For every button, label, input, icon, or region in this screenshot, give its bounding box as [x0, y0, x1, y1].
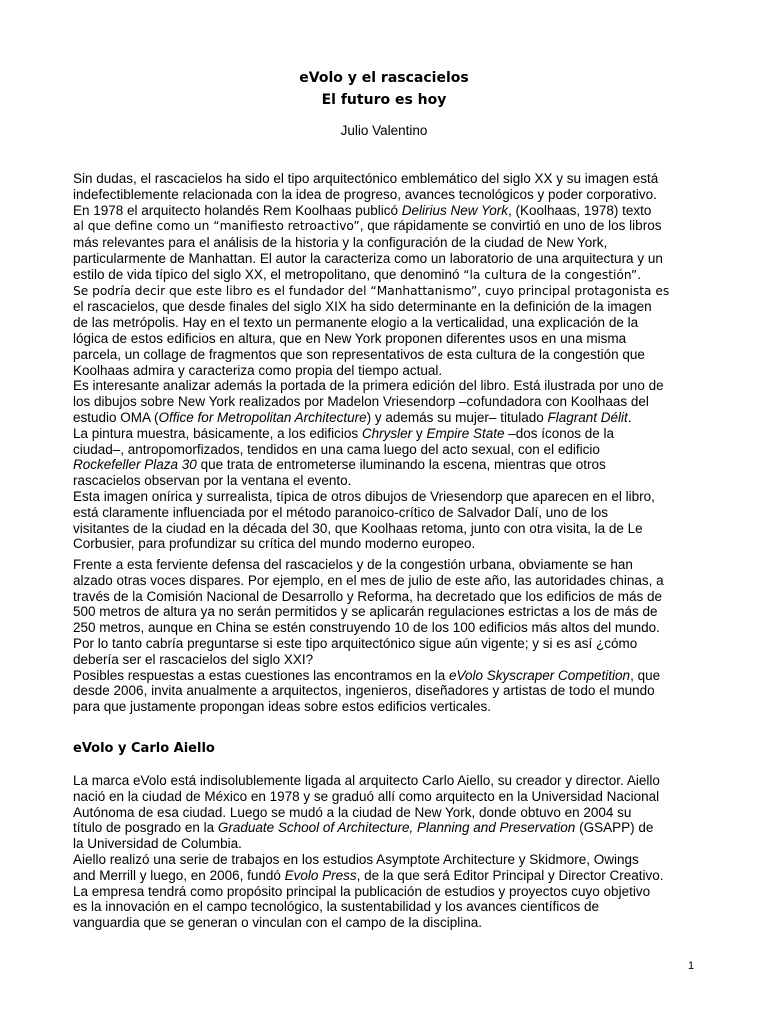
text-line: Frente a esta ferviente defensa del rascacielos y de la congestión urbana, obviamente se han: [73, 557, 633, 572]
building-name: Chrysler: [361, 425, 413, 441]
text-line: parcela, un collage de fragmentos que son representativos de esta cultura de la congestión que: [73, 346, 645, 362]
artwork-title: Flagrant Délit: [547, 409, 628, 425]
text-line: ciudad–, antropomorfizados, tendidos en una cama luego del acto sexual, con el edificio: [73, 441, 600, 457]
document-title: eVolo y el rascacielos: [299, 70, 469, 86]
section-heading: eVolo y Carlo Aiello: [73, 741, 215, 756]
school-name: Graduate School of Architecture, Planning and Preservation: [217, 820, 576, 836]
text-line: Autónoma de esa ciudad. Luego se mudó a la ciudad de New York, donde obtuvo en 2004 su: [73, 804, 632, 820]
company-name: Evolo Press: [284, 867, 357, 883]
author-name: Julio Valentino: [340, 123, 428, 138]
paragraph-intro: [73, 171, 695, 552]
text-line: para que justamente propongan ideas sobre estos edificios verticales.: [73, 699, 491, 715]
text-line: vanguardia que se generan o vinculan con el campo de la disciplina.: [73, 915, 483, 931]
text-line: La pintura muestra, básicamente, a los edificios Chrysler y Empire State –dos íconos de la: [73, 425, 615, 441]
text-line: rascacielos observan por la ventana el evento.: [73, 473, 352, 489]
paragraph-china: [73, 557, 695, 715]
text-line: los dibujos sobre New York realizados por Madelon Vriesendorp –cofundadora con Koolhaas del: [73, 394, 649, 410]
text-line: la Universidad de Columbia.: [73, 836, 242, 852]
text-line: Posibles respuestas a estas cuestiones las encontramos en la eVolo Skyscraper Competition, que: [73, 667, 661, 683]
text-line: más relevantes para el análisis de la historia y la configuración de la ciudad de New York,: [73, 235, 608, 251]
building-name: Rockefeller Plaza 30: [73, 457, 197, 473]
text-line: alzado otras voces dispares. Por ejemplo, en el mes de julio de este año, las autoridades chinas, a: [73, 572, 664, 588]
text-line: Rockefeller Plaza 30 que trata de entrometerse iluminando la escena, mientras que otros: [73, 457, 606, 473]
paragraph-aiello: [73, 773, 695, 931]
text-line: debería ser el rascacielos del siglo XXI?: [73, 651, 314, 667]
page-number: 1: [688, 960, 695, 972]
text-line: está claramente influenciada por el método paranoico-crítico de Salvador Dalí, uno de los: [73, 504, 609, 520]
competition-name: eVolo Skyscraper Competition: [448, 667, 631, 683]
text-line: través de la Comisión Nacional de Desarrollo y Reforma, ha decretado que los edificios de más de: [73, 588, 663, 604]
building-name: Empire State: [426, 425, 505, 441]
text-line: es la innovación en el campo tecnológico, la sustentabilidad y los avances científicos de: [73, 899, 600, 915]
text-line: Por lo tanto cabría preguntarse si este tipo arquitectónico sigue aún vigente; y si es así ¿cómo: [73, 635, 638, 651]
text-line: La empresa tendrá como propósito principal la publicación de estudios y proyectos cuyo objetivo: [73, 883, 651, 899]
text-line: Sin dudas, el rascacielos ha sido el tipo arquitectónico emblemático del siglo XX y su imagen está: [73, 171, 659, 186]
text-line: indefectiblemente relacionada con la idea de progreso, avances tecnológicos y poder corporativo.: [73, 186, 657, 202]
text-line: Es interesante analizar además la portada de la primera edición del libro. Está ilustrada por uno de: [73, 378, 664, 394]
text-line: Corbusier, para profundizar su crítica del mundo moderno europeo.: [73, 536, 476, 552]
document-subtitle: El futuro es hoy: [321, 92, 447, 108]
text-line: Esta imagen onírica y surrealista, típica de otros dibujos de Vriesendorp que aparecen en el libro,: [73, 488, 655, 504]
text-line: En 1978 el arquitecto holandés Rem Koolhaas publicó Delirius New York, (Koolhaas, 1978) texto: [73, 202, 652, 218]
text-line: Aiello realizó una serie de trabajos en los estudios Asymptote Architecture y Skidmore, Owings: [73, 851, 639, 867]
text-line: Se podría decir que este libro es el fundador del “Manhattanismo”, cuyo principal protagonista es: [73, 283, 670, 298]
text-line: al que define como un “manifiesto retroactivo”, que rápidamente se convirtió en uno de los libros: [73, 218, 662, 234]
book-title: Delirius New York: [401, 202, 509, 218]
text-line: and Merrill y luego, en 2006, fundó Evolo Press, de la que será Editor Principal y Director Creativo.: [73, 867, 664, 883]
text-line: visitantes de la ciudad en la década del 30, que Koolhaas retoma, junto con otra visita, la de Le: [73, 520, 643, 536]
text-line: nació en la ciudad de México en 1978 y se graduó allí como arquitecto en la Universidad Nacional: [73, 788, 660, 804]
text-line: estudio OMA (Office for Metropolitan Architecture) y además su mujer– titulado Flagrant Délit.: [73, 409, 632, 425]
text-line: de las metrópolis. Hay en el texto un permanente elogio a la verticalidad, una explicación de la: [73, 315, 639, 331]
text-line: Koolhaas admira y caracteriza como propia del tiempo actual.: [73, 362, 443, 378]
text-line: estilo de vida típico del siglo XX, el metropolitano, que denominó “la cultura de la congestión”.: [73, 266, 642, 282]
text-line: 500 metros de altura ya no serán permitidos y se aplicarán regulaciones estrictas a los de más de: [73, 604, 658, 620]
text-line: desde 2006, invita anualmente a arquitectos, ingenieros, diseñadores y artistas de todo el mundo: [73, 683, 655, 699]
text-line: particularmente de Manhattan. El autor la caracteriza como un laboratorio de una arquitectura y un: [73, 250, 663, 266]
text-line: 250 metros, aunque en China se estén construyendo 10 de los 100 edificios más altos del mundo.: [73, 620, 660, 636]
text-line: lógica de estos edificios en altura, que en New York proponen diferentes usos en una misma: [73, 330, 627, 346]
studio-name: Office for Metropolitan Architecture: [158, 409, 367, 425]
text-line: La marca eVolo está indisolublemente ligada al arquitecto Carlo Aiello, su creador y director. Aiello: [73, 773, 660, 788]
text-line: título de posgrado en la Graduate School of Architecture, Planning and Preservation (GSAPP) de: [73, 820, 654, 836]
text-line: el rascacielos, que desde finales del siglo XIX ha sido determinante en la definición de la imagen: [73, 299, 652, 315]
